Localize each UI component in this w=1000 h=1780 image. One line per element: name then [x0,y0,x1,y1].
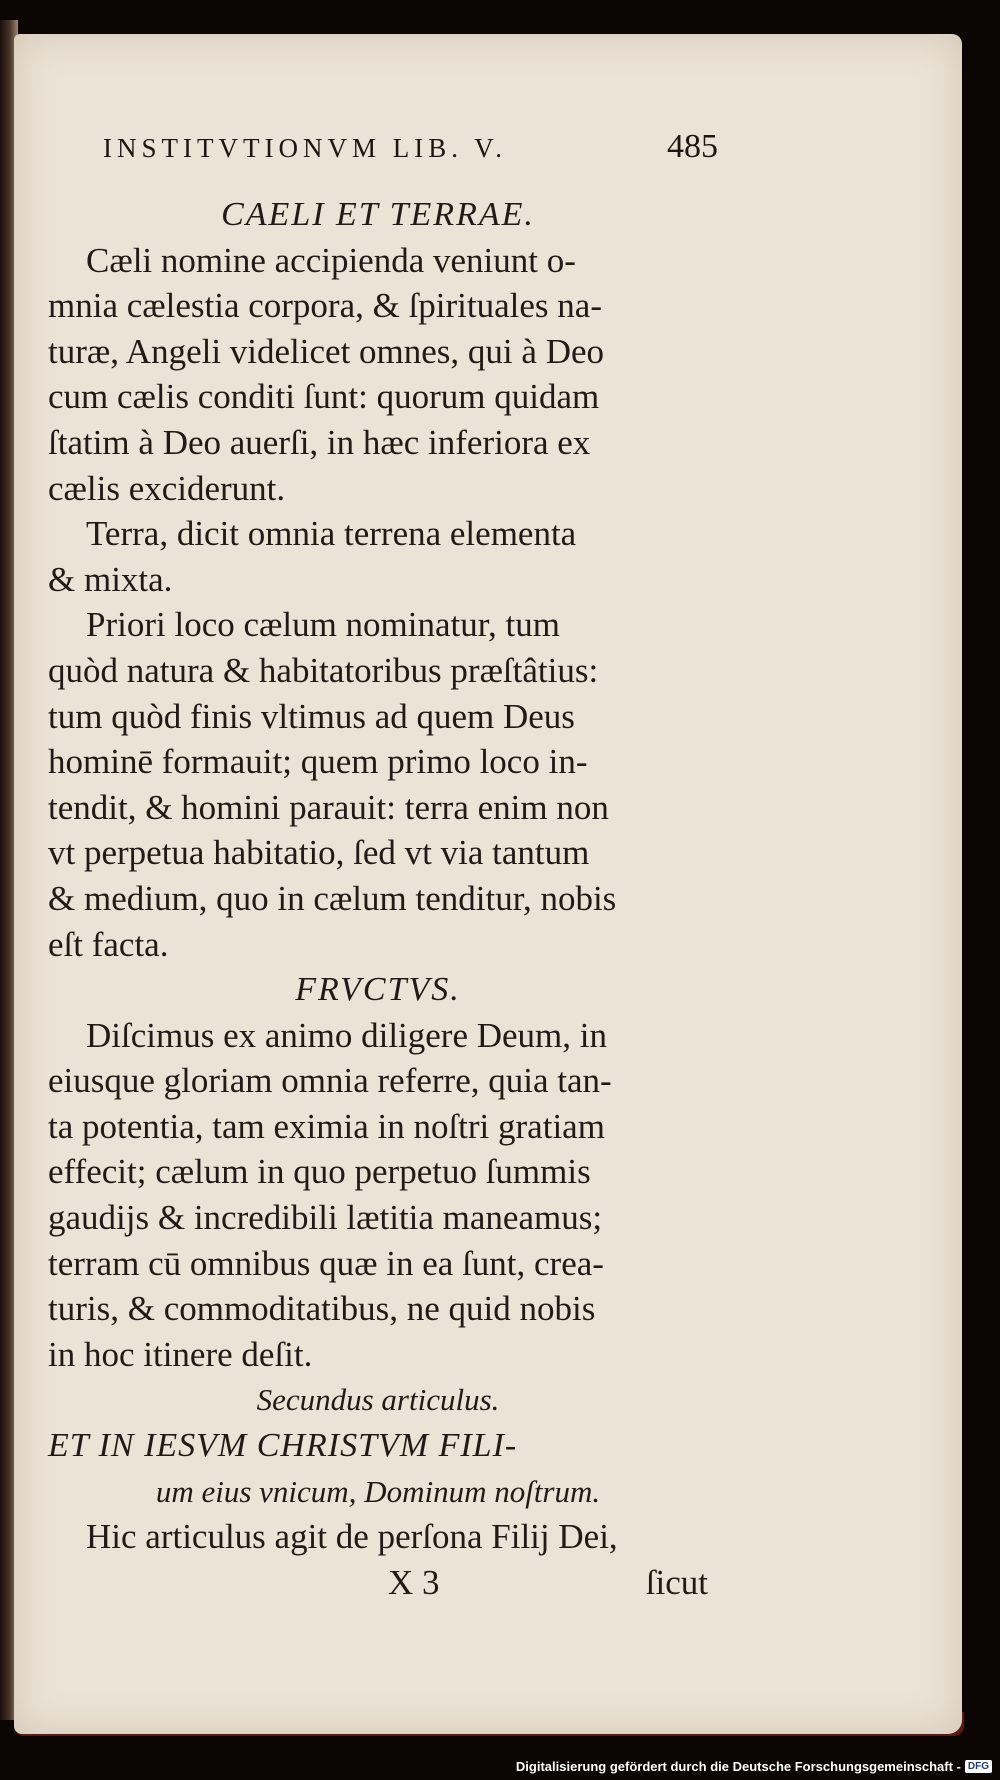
text-line: effecit; cælum in quo perpetuo ſummis [48,1152,591,1192]
credit-text: Digitalisierung gefördert durch die Deutsche Forschungsgemeinschaft - [515,1759,961,1774]
text-line: & mixta. [48,559,173,599]
text-line: ſtatim à Deo auerſi, in hæc inferiora ex [48,422,591,462]
text-line: in hoc itinere deſit. [48,1334,313,1374]
text-line: vt perpetua habitatio, ſed vt via tantum [48,833,590,873]
article-heading-continued: um eius vnicum, Dominum noſtrum. [155,1473,601,1509]
text-line: ta potentia, tam eximia in noſtri gratiam [48,1106,605,1146]
digitization-credit [516,1759,992,1774]
text-line: eiusque gloriam omnia referre, quia tan- [48,1061,612,1101]
article-heading: ET IN IESVM CHRISTVM FILI- [48,1427,518,1465]
article-subheading: Secundus articulus. [256,1382,500,1418]
text-line: tum quòd finis vltimus ad quem Deus [48,696,575,736]
text-line: Cæli nomine accipienda veniunt o- [86,240,576,280]
text-line: turis, & commoditatibus, ne quid nobis [48,1289,596,1329]
text-line: tendit, & homini parauit: terra enim non [48,787,609,827]
section-heading-fructus: FRVCTVS. [295,971,461,1009]
text-line: cælis exciderunt. [48,468,286,508]
text-line: hominē formauit; quem primo loco in- [48,742,588,782]
page-footer [48,1560,708,1606]
text-line: turæ, Angeli videlicet omnes, qui à Deo [48,331,605,371]
text-line: quòd natura & habitatoribus præſtâtius: [48,650,599,690]
text-line: Terra, dicit omnia terrena elementa [86,514,577,554]
section-heading: CAELI ET TERRAE. [221,196,535,233]
body-text [48,192,708,1605]
text-line: & medium, quo in cælum tenditur, nobis [48,878,617,918]
text-line: mnia cælestia corpora, & ſpirituales na- [48,286,602,326]
text-line: terram cū omnibus quæ in ea ſunt, crea- [48,1243,604,1283]
text-line: Hic articulus agit de perſona Filij Dei, [86,1517,618,1557]
catchword: ſicut [645,1562,708,1602]
text-line: cum cælis conditi ſunt: quorum quidam [48,377,600,417]
text-line: eſt facta. [48,924,169,964]
running-header [103,128,718,172]
text-line: Priori loco cælum nominatur, tum [86,605,560,645]
text-line: Diſcimus ex animo diligere Deum, in [86,1015,608,1055]
running-head-text: INSTITVTIONVM LIB. V. [103,133,507,163]
page-number: 485 [667,128,718,165]
signature-mark: X 3 [388,1562,440,1602]
dfg-logo: DFG [965,1760,992,1773]
text-line: gaudijs & incredibili lætitia maneamus; [48,1198,603,1238]
